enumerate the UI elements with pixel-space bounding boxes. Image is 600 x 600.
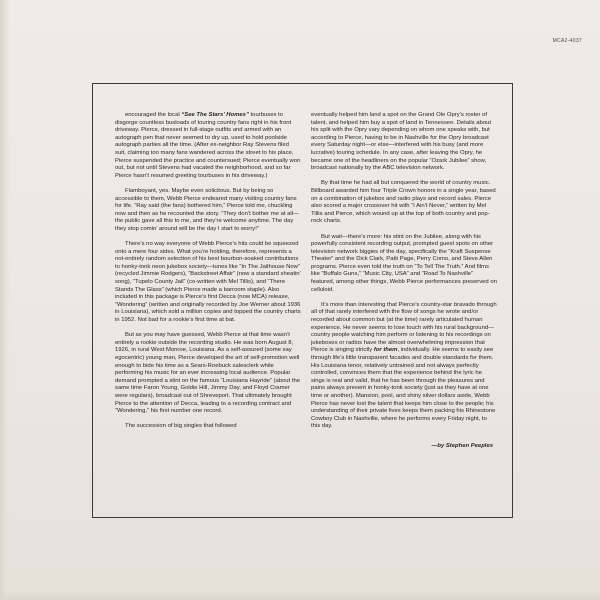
- paragraph: encouraged the local “See The Stars’ Homes” tourbuses to disgorge countless busloads of touring country fans right in his front driveway. Pierce, dressed in full-stage outfits and armed with an autograph pen that never seemed to dry up, used to hold poolside autograph parties all the time. (After ex-neighbor Ray Stevens filed suit, claiming too many fans wandered across the street to his place, Pierce suspended the practice and countersued; Pierce eventually won out, but not until Stevens had vacated the neighborhood, and so far Pierce hasn’t resumed greeting tourbuses in his driveway.): [115, 112, 301, 179]
- right-column: [311, 112, 497, 512]
- paragraph: Flamboyant, yes. Maybe even solicitous. But by being so accessible to them, Webb Pierce endeared many visiting country fans for life. “Ray said (the fans) bothered him,” Pierce told me, chuckling now and then as he recounted the story. “They don’t bother me at all—the public gave all this to me, and they’re welcome anytime. The day they stop comin’ around will be the day I start to worry!”: [115, 187, 299, 232]
- paragraph: The succession of big singles that followed: [125, 423, 237, 430]
- paragraph: eventually helped him land a spot on the Grand Ole Opry’s roster of talent, and helped him buy a spot of land in Tennessee. Details about his split with the Opry vary depending on whom one speaks with, but according to Pierce, having to be in Nashville for the Opry broadcast every Saturday night—or else—interfered with his busy (and more lucrative) touring schedule. In any case, after leaving the Opry, he became one of the headliners on the popular “Ozark Jubilee” show, broadcast nationally by the ABC television network.: [311, 112, 492, 172]
- liner-notes: [115, 112, 497, 512]
- paragraph: But wait—there’s more: his stint on the Jubilee, along with his powerfully consistent recording output, prompted guest spots on other television network biggies of the day, specifically the “Kraft Suspense Theater” and the Dick Clark, Patti Page, Perry Como, and Steve Allen programs. Pierce even told the truth on “To Tell The Truth.” And films like “Buffalo Guns,” “Music City, USA” and “Road To Nashville” featured, among other things, Webb Pierce performances preserved on celluloid.: [311, 233, 497, 293]
- emphasis: “See The Stars’ Homes”: [181, 112, 249, 118]
- paragraph: It’s more than interesting that Pierce’s country-star bravado through all of that rarely interfered with the flow of songs he wrote and/or recorded about common but (at the time) rarely articulated human experience. He never seems to lose touch with his rural background—country people watching him perform or listening to his recordings on jukeboxes or radios have the almost overwhelming impression that Pierce is singing strictly for them, individually. He seems to easily see through life’s little transparent facades and double standards for them. His Louisiana tenor, relatively untrained and not always perfectly controlled, convinces them that the experience behind the lyric he sings is real and valid, that he has been through the pleasures and pains always present in honky-tonk society (just as they have at one time or another). Mansion, pool, and shiny silver dollars aside, Webb Pierce has never lost the talent that keeps him close to the people; his understanding of their private lives keeps them packing his Rhinestone Cowboy Club in Nashville, where he performs every Friday night, to this day.: [311, 301, 497, 430]
- paragraph: There’s no way everyone of Webb Pierce’s hits could be squeezed onto a mere four sides. What you’re holding, therefore, represents a not-entirely random selection of his best bourbon-soaked contributions to honky-tonk neon jukebox society—tunes like “In The Jailhouse Now” (recycled Jimmie Rodgers), “Backstreet Affair” (now a standard sheatin’ song), “Tupelo County Jail” (co-written with Mel Tillis), and “There Stands The Glass” (which Pierce made a barroom staple). Also included in this package is Pierce’s first Decca (now MCA) release, “Wondering” (written and originally recorded by Joe Werner about 1936 in Louisiana), which sold a million copies and topped the country charts in 1952. Not bad for a rookie’s first time at bat.: [115, 241, 301, 324]
- emphasis: for them: [373, 347, 398, 354]
- paragraph: But as you may have guessed, Webb Pierce at that time wasn’t entirely a rookie outside the recording studio. He was born August 8, 1926, in rural West Monroe, Louisiana. As a self-assured (some say egocentric) young man, Pierce developed the art of self-promotion well enough to bide his time as a Sears-Roebuck salesclerk while performing his music for an ever increasing local audience. Popular demand prompted a stint on the famous “Louisiana Hayride” (about the same time Faron Young, Goldie Hill, Jimmy Day, and Floyd Cramer were regulars), broadcast out of Shreveport. That ultimately brought Pierce to the attention of Decca, leading to a recording contract and “Wondering,” his first number one record.: [115, 332, 301, 415]
- sleeve-bottom-shadow: [0, 590, 600, 600]
- left-column: [115, 112, 301, 512]
- paragraph: By that time he had all but conquered the world of country music. Billboard awarded him four Triple Crown honors in a single year, based on a combination of jukebox and radio plays and record sales. Pierce also scored a major crossover hit with “I Ain’t Never,” written by Mel Tillis and Pierce, which wound up at the top of both country and pop-rock charts.: [311, 180, 496, 225]
- catalog-number: MCA2-4037: [552, 38, 582, 44]
- author-byline: —by Stephen Peeples: [431, 442, 493, 449]
- sleeve-spine-shadow: [0, 0, 10, 600]
